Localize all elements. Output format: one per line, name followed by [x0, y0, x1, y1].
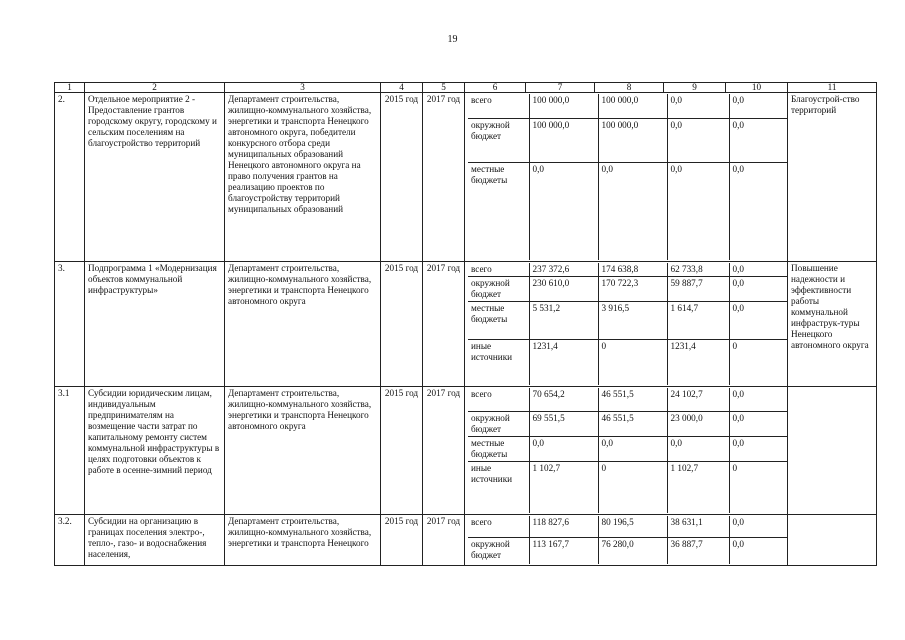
amount-2016: 23 000,0: [667, 412, 729, 437]
measure-name: Субсидии на организацию в границах поселения электро-, тепло-, газо- и водоснабжения населения,: [85, 514, 225, 565]
amount-2017: 0,0: [729, 516, 788, 538]
column-header: 3: [225, 83, 381, 93]
column-header: 8: [595, 83, 664, 93]
amount-2017: 0,0: [732, 539, 744, 549]
column-header: 6: [465, 83, 526, 93]
measure-name: Субсидии юридическим лицам, индивидуальным предпринимателям на возмещение части затрат по капитальному ремонту систем коммунальной инфраструктуры в целях подготовки объектов к работе в осенне-зимний период: [85, 386, 225, 514]
funding-row: [468, 437, 788, 462]
table-row: [55, 386, 877, 514]
amount-2016: 36 887,7: [667, 538, 729, 564]
funding-row: [468, 412, 788, 437]
funding-source: местные бюджеты: [468, 162, 529, 260]
amount-total: 5 531,2: [529, 302, 598, 340]
amount-2016: 1231,4: [667, 340, 729, 385]
funding-source: окружной бюджет: [468, 538, 529, 564]
executor: Департамент строительства, жилищно-коммунального хозяйства, энергетики и транспорта Ненецкого: [225, 514, 381, 565]
amount-total: 100 000,0: [529, 118, 598, 162]
row-number: 3.: [55, 262, 85, 387]
funding-source: всего: [468, 94, 529, 118]
amount-2016: 0,0: [667, 94, 729, 118]
amount-2015: 0,0: [598, 162, 667, 260]
amount-total: 1 102,7: [529, 462, 598, 513]
start-year: 2015 год: [381, 93, 423, 262]
funding-breakdown: [465, 514, 788, 565]
amount-2015: 100 000,0: [598, 118, 667, 162]
funding-breakdown: [465, 262, 788, 387]
row-number: 3.1: [55, 386, 85, 514]
funding-row: [468, 388, 788, 412]
amount-2016: 1 102,7: [667, 462, 729, 513]
column-header: 5: [423, 83, 465, 93]
amount-total: 237 372,6: [529, 263, 598, 277]
funding-table: [468, 388, 788, 513]
amount-total: 230 610,0: [529, 277, 598, 302]
amount-2015: 3 916,5: [598, 302, 667, 340]
column-header: 1: [55, 83, 85, 93]
funding-row: [468, 263, 788, 277]
program-table: [54, 82, 877, 566]
amount-total: 100 000,0: [529, 94, 598, 118]
amount-2015: 100 000,0: [598, 94, 667, 118]
funding-row: [468, 538, 788, 564]
amount-2017: 0,0: [729, 263, 788, 277]
end-year: 2017 год: [423, 93, 465, 262]
funding-source: окружной бюджет: [468, 277, 529, 302]
amount-2016: 1 614,7: [667, 302, 729, 340]
column-header: 10: [726, 83, 788, 93]
funding-source: местные бюджеты: [468, 437, 529, 462]
funding-source: местные бюджеты: [468, 302, 529, 340]
amount-2015: 170 722,3: [598, 277, 667, 302]
column-header: 2: [85, 83, 225, 93]
amount-total: 0,0: [529, 437, 598, 462]
funding-source: всего: [468, 388, 529, 412]
amount-2016: 24 102,7: [667, 388, 729, 412]
amount-2017: 0,0: [729, 388, 788, 412]
column-header-row: [55, 83, 877, 93]
table-row: [55, 514, 877, 565]
amount-2017: 0,0: [729, 412, 788, 437]
column-header: 7: [526, 83, 595, 93]
amount-2016: 0,0: [667, 118, 729, 162]
funding-row: [468, 94, 788, 118]
end-year: 2017 год: [423, 386, 465, 514]
page-number: 19: [447, 34, 458, 45]
column-header: 4: [381, 83, 423, 93]
table-row: [55, 262, 877, 387]
expected-result: [788, 514, 877, 565]
amount-total: 70 654,2: [529, 388, 598, 412]
expected-result: Благоустрой-ство территорий: [788, 93, 877, 262]
expected-result: [788, 386, 877, 514]
funding-source: иные источники: [468, 340, 529, 385]
funding-source: окружной бюджет: [468, 118, 529, 162]
amount-2015: 174 638,8: [598, 263, 667, 277]
table-body: [55, 93, 877, 566]
amount-2017: 0,0: [729, 437, 788, 462]
amount-total: 0,0: [529, 162, 598, 260]
row-number: 3.2.: [55, 514, 85, 565]
amount-2016: 0,0: [667, 437, 729, 462]
funding-table: [468, 263, 788, 385]
start-year: 2015 год: [381, 262, 423, 387]
start-year: 2015 год: [381, 514, 423, 565]
amount-2015: 76 280,0: [598, 538, 667, 564]
expected-result: Повышение надежности и эффективности работы коммунальной инфраструк-туры Ненецкого автономного округа: [788, 262, 877, 387]
table-row: [55, 93, 877, 262]
start-year: 2015 год: [381, 386, 423, 514]
measure-name: Подпрограмма 1 «Модернизация объектов коммунальной инфраструктуры»: [85, 262, 225, 387]
end-year: 2017 год: [423, 262, 465, 387]
measure-name: Отдельное мероприятие 2 - Предоставление грантов городскому округу, городскому и сельским поселениям на благоустройство территорий: [85, 93, 225, 262]
funding-source: иные источники: [468, 462, 529, 513]
amount-2017: 0,0: [729, 277, 788, 302]
funding-row: [468, 516, 788, 538]
funding-row: [468, 277, 788, 302]
amount-total: 113 167,7: [529, 538, 598, 564]
funding-breakdown: [465, 386, 788, 514]
funding-row: [468, 118, 788, 162]
amount-total: 118 827,6: [529, 516, 598, 538]
amount-2017: 0,0: [732, 163, 744, 174]
funding-source: всего: [468, 263, 529, 277]
amount-2016: 0,0: [667, 162, 729, 260]
funding-table: [468, 94, 788, 260]
column-header: 9: [664, 83, 726, 93]
amount-2015: 46 551,5: [598, 412, 667, 437]
funding-table: [468, 516, 788, 564]
amount-2016: 38 631,1: [667, 516, 729, 538]
executor: Департамент строительства, жилищно-коммунального хозяйства, энергетики и транспорта Ненецкого автономного округа: [225, 386, 381, 514]
amount-2016: 62 733,8: [667, 263, 729, 277]
funding-breakdown: [465, 93, 788, 262]
funding-source: всего: [468, 516, 529, 538]
amount-2017: 0: [732, 463, 738, 473]
funding-row: [468, 162, 788, 260]
amount-2015: 0: [598, 462, 667, 513]
funding-row: [468, 302, 788, 340]
amount-2015: 80 196,5: [598, 516, 667, 538]
end-year: 2017 год: [423, 514, 465, 565]
amount-2015: 0,0: [598, 437, 667, 462]
row-number: 2.: [55, 93, 85, 262]
executor: Департамент строительства, жилищно-коммунального хозяйства, энергетики и транспорта Ненецкого автономного округа, победители конкурсного отбора среди муниципальных образований Ненецкого автономного округа на право получения грантов на реализацию проектов по благоустройству территорий муниципальных образований: [225, 93, 381, 262]
amount-2015: 0: [598, 340, 667, 385]
funding-row: [468, 462, 788, 513]
executor: Департамент строительства, жилищно-коммунального хозяйства, энергетики и транспорта Ненецкого автономного округа: [225, 262, 381, 387]
amount-2015: 46 551,5: [598, 388, 667, 412]
amount-total: 1231,4: [529, 340, 598, 385]
amount-2017: 0,0: [729, 302, 788, 340]
amount-total: 69 551,5: [529, 412, 598, 437]
amount-2017: 0: [732, 341, 738, 351]
funding-source: окружной бюджет: [468, 412, 529, 437]
amount-2017: 0,0: [729, 94, 788, 118]
column-header: 11: [788, 83, 877, 93]
amount-2017: 0,0: [729, 118, 788, 162]
amount-2016: 59 887,7: [667, 277, 729, 302]
funding-row: [468, 340, 788, 385]
